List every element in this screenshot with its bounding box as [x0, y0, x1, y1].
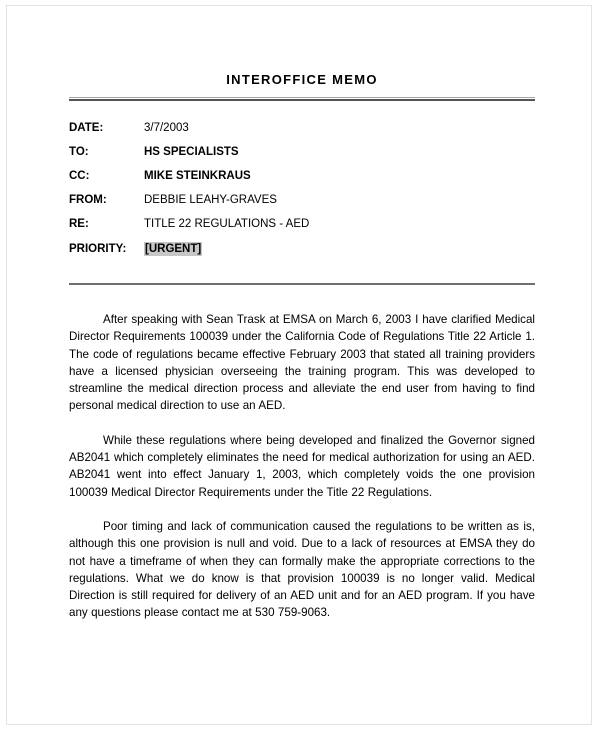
document-page [6, 5, 592, 725]
field-row-from [69, 194, 535, 218]
memo-header-fields [69, 122, 535, 266]
field-label-priority: PRIORITY: [69, 243, 127, 255]
body-paragraph: While these regulations where being developed and finalized the Governor signed AB2041 which completely eliminates the need for medical authorization for using an AED. AB2041 went into effect January 1, 2003, which completely voids the one provision 100039 Medical Director Requirements under the Title 22 Regulations. [69, 433, 535, 499]
title-divider-thin-line [69, 97, 535, 98]
field-value-re: TITLE 22 REGULATIONS - AED [144, 218, 310, 230]
memo-content [69, 6, 535, 622]
field-label-re: RE: [69, 218, 89, 230]
page-title: INTEROFFICE MEMO [226, 72, 378, 87]
field-label-to: TO: [69, 146, 89, 158]
title-divider-thick-line [69, 99, 535, 101]
title-divider [69, 97, 535, 101]
field-label-cc: CC: [69, 170, 90, 182]
header-body-divider [69, 283, 535, 285]
field-row-cc [69, 170, 535, 194]
body-paragraph: Poor timing and lack of communication caused the regulations to be written as is, although this one provision is null and void. Due to a lack of resources at EMSA they do not have a timeframe of when they can formally make the appropriate corrections to the regulations. What we do know is that provision 100039 is no longer valid. Medical Direction is still required for delivery of an AED unit and for an AED program. If you have any questions please contact me at 530 759-9063. [69, 519, 535, 620]
field-value-from: DEBBIE LEAHY-GRAVES [144, 194, 277, 206]
field-row-re [69, 218, 535, 242]
field-value-to: HS SPECIALISTS [144, 146, 239, 158]
field-value-cc: MIKE STEINKRAUS [144, 170, 251, 182]
field-label-date: DATE: [69, 122, 104, 134]
field-value-date: 3/7/2003 [144, 122, 189, 134]
field-row-to [69, 146, 535, 170]
status-badge: [URGENT] [145, 243, 202, 255]
field-row-date [69, 122, 535, 146]
field-label-from: FROM: [69, 194, 107, 206]
body-paragraph: After speaking with Sean Trask at EMSA on March 6, 2003 I have clarified Medical Director Requirements 100039 under the California Code of Regulations Title 22 Article 1. The code of regulations became effective February 2003 that stated all training providers have a licensed physician overseeing the training program. This was developed to streamline the medical direction process and alleviate the end user from having to find personal medical direction to use an AED. [69, 313, 535, 413]
memo-body [69, 311, 535, 622]
field-row-priority [69, 242, 535, 266]
